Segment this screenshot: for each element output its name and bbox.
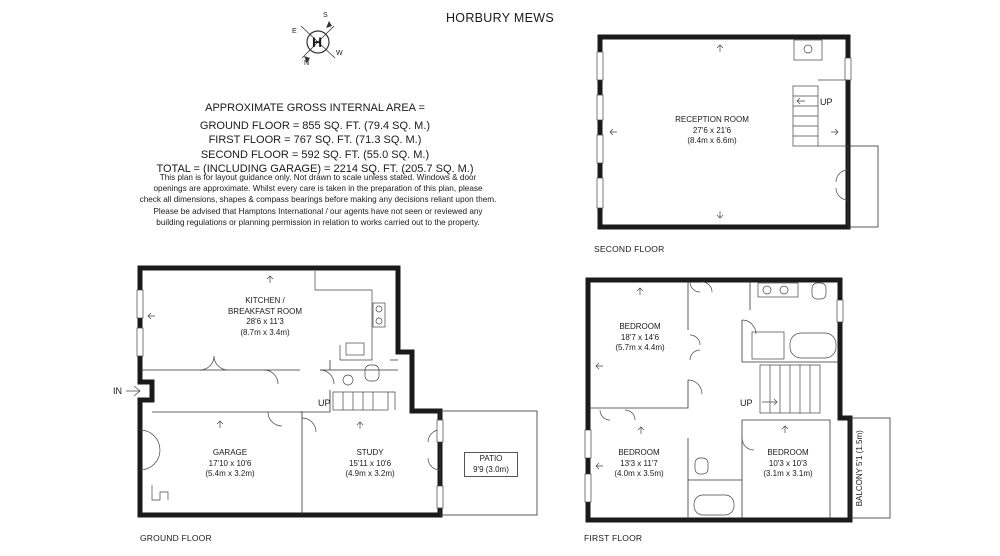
room-name: BEDROOM — [767, 448, 809, 457]
stair-up-first: UP — [740, 398, 753, 408]
first-floor-walls — [588, 280, 850, 520]
room-size-imperial: 27'6 x 21'6 — [692, 125, 732, 135]
room-size-imperial: 17'10 x 10'6 — [208, 458, 252, 468]
disclaimer-line: Please be advised that Hamptons International / our agents have not seen or reviewed any — [153, 206, 483, 216]
stair-up-ground: UP — [318, 398, 331, 408]
compass-letter-e: E — [292, 28, 297, 35]
compass-letter-w: W — [336, 50, 343, 57]
room-name: RECEPTION ROOM — [675, 115, 749, 124]
plan-title: HORBURY MEWS — [445, 11, 554, 25]
room-bedroom-3 — [748, 448, 828, 480]
room-name: BEDROOM — [618, 448, 660, 457]
room-size-imperial: 15'11 x 10'6 — [348, 458, 392, 468]
room-name: STUDY — [356, 448, 384, 457]
room-name: PATIO — [479, 454, 503, 463]
room-balcony — [855, 423, 866, 513]
area-first: FIRST FLOOR = 767 SQ. FT. (71.3 SQ. M.) — [208, 134, 422, 146]
room-name: KITCHEN / — [245, 296, 285, 305]
room-size: 9'9 (3.0m) — [473, 464, 509, 474]
area-heading: APPROXIMATE GROSS INTERNAL AREA = — [205, 102, 425, 114]
room-size-metric: (5.4m x 3.2m) — [205, 469, 255, 478]
room-name: BALCONY — [854, 468, 864, 507]
area-ground: GROUND FLOOR = 855 SQ. FT. (79.4 SQ. M.) — [199, 119, 431, 132]
room-study — [330, 448, 410, 480]
second-floor-terrace — [848, 146, 878, 227]
room-reception — [662, 115, 762, 147]
room-size-imperial: 18'7 x 14'6 — [620, 332, 660, 342]
disclaimer-line: building regulations or planning permission in relation to works carried out to the property. — [156, 217, 480, 227]
room-size-imperial: 28'6 x 11'3 — [246, 317, 284, 326]
room-name-line-2: BREAKFAST ROOM — [227, 306, 303, 316]
entrance-label: IN — [113, 386, 122, 396]
floor-label-second: SECOND FLOOR — [594, 244, 665, 254]
room-size-metric: (4.0m x 3.5m) — [614, 469, 664, 478]
stair-up-second: UP — [820, 97, 833, 107]
room-size-metric: (3.1m x 3.1m) — [763, 469, 813, 478]
room-patio — [464, 452, 518, 477]
room-bedroom-1 — [600, 322, 680, 354]
room-size: 5'1 (1.5m) — [854, 430, 864, 466]
floor-label-ground: GROUND FLOOR — [140, 533, 212, 543]
room-size-imperial: 10'3 x 10'3 — [768, 458, 808, 468]
area-total: TOTAL = (INCLUDING GARAGE) = 2214 SQ. FT. (205.7 SQ. M.) — [156, 163, 474, 175]
room-size-metric: (8.4m x 6.6m) — [687, 136, 737, 145]
room-kitchen — [210, 296, 320, 338]
disclaimer-line: This plan is for layout guidance only. Not drawn to scale unless stated. Windows & door — [159, 173, 477, 182]
room-garage — [190, 448, 270, 480]
room-name: GARAGE — [212, 448, 248, 457]
first-floor-plan — [585, 280, 890, 520]
floor-label-first: FIRST FLOOR — [584, 533, 643, 543]
compass-letter-n: N — [304, 60, 310, 67]
disclaimer-line: check all dimensions, shapes & compass bearings before making any decisions reliant upon them. — [139, 195, 497, 205]
room-size-metric: (5.7m x 4.4m) — [615, 343, 665, 352]
area-second: SECOND FLOOR = 592 SQ. FT. (55.0 SQ. M.) — [200, 148, 430, 161]
compass-letter-s: S — [323, 12, 328, 19]
room-name: BEDROOM — [619, 322, 661, 331]
room-size-imperial: 13'3 x 11'7 — [620, 458, 658, 468]
room-size-metric: (8.7m x 3.4m) — [240, 327, 290, 337]
room-size-metric: (4.9m x 3.2m) — [345, 469, 395, 478]
room-bedroom-2 — [598, 448, 680, 480]
compass-center: H — [312, 34, 323, 50]
disclaimer-line: openings are approximate. Whilst every care is taken in the preparation of this plan, please — [153, 184, 483, 194]
